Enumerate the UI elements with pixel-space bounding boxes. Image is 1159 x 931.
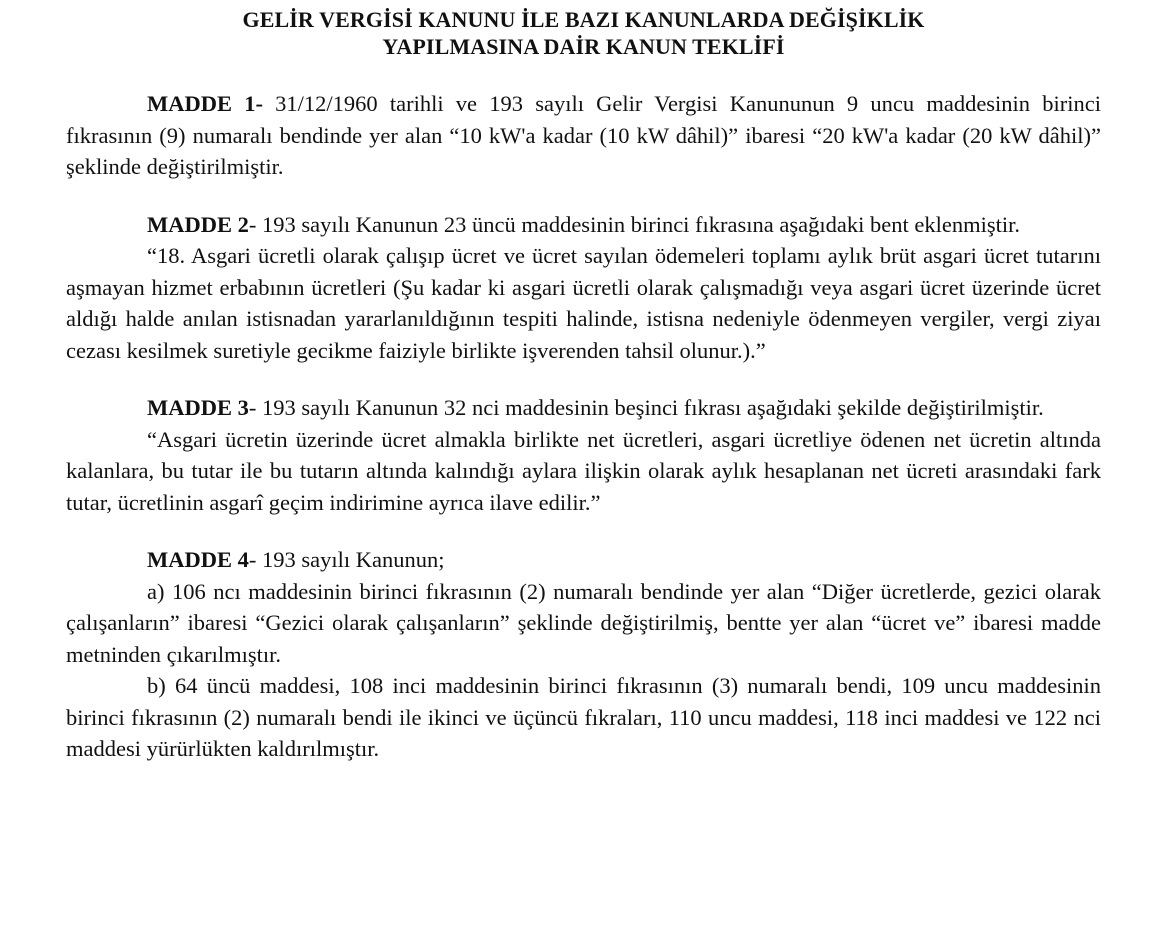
article-3-text: - 193 sayılı Kanunun 32 nci maddesinin beşinci fıkrası aşağıdaki şekilde değiştirilmiştir. [248,395,1044,420]
article-1-label: MADDE 1- [147,91,263,116]
article-4 [66,544,1101,765]
article-4-item-a: a) 106 ncı maddesinin birinci fıkrasının (2) numaralı bendinde yer alan “Diğer ücretlerde, gezici olarak çalışanların” ibaresi “Gezici olarak çalışanların” şeklinde değiştirilmiş, bentte yer alan “ücret ve” ibaresi madde metninden çıkarılmıştır. [66,578,1101,667]
article-4-label: MADDE 4 [147,547,249,572]
title-line-2: YAPILMASINA DAİR KANUN TEKLİFİ [382,34,785,59]
article-4-paragraph [66,544,1101,576]
article-2-paragraph [66,209,1101,241]
article-4-text: - 193 sayılı Kanunun; [248,547,445,572]
article-2-label: MADDE 2 [147,211,249,237]
article-2-text: - 193 sayılı Kanunun 23 üncü maddesinin birinci fıkrasına aşağıdaki bent eklenmiştir. [248,211,1020,237]
article-3-label: MADDE 3 [147,395,249,420]
article-4-item-b: b) 64 üncü maddesi, 108 inci maddesinin birinci fıkrasının (3) numaralı bendi, 109 uncu maddesinin birinci fıkrasının (2) numaralı bendi ile ikinci ve üçüncü fıkraları, 110 uncu maddesi, 118 inci maddesi ve 122 nci maddesi yürürlükten kaldırılmıştır. [66,673,1101,761]
article-1-paragraph [66,88,1101,183]
article-1 [66,88,1101,183]
title-line-1: GELİR VERGİSİ KANUNU İLE BAZI KANUNLARDA DEĞİŞİKLİK [242,7,925,32]
article-2-quote: “18. Asgari ücretli olarak çalışıp ücret ve ücret sayılan ödemeleri toplamı aylık brüt asgari ücret tutarını aşmayan hizmet erbabının ücretleri (Şu kadar ki asgari ücretli olarak çalışmadığı veya asgari ücret üzerinde ücret aldığı halde anılan istisnadan yararlanıldığının tespiti halinde, istisna nedeniyle ödenmeyen vergiler, vergi ziyaı cezası kesilmek suretiyle gecikme faiziyle birlikte işverenden tahsil olunur.).” [66,243,1101,363]
article-1-text: 31/12/1960 tarihli ve 193 sayılı Gelir Vergisi Kanununun 9 uncu maddesinin birinci fıkrasının (9) numaralı bendinde yer alan “10 kW'a kadar (10 kW dâhil)” ibaresi “20 kW'a kadar (20 kW dâhil)” şeklinde değiştirilmiştir. [66,91,1102,179]
article-3-quote: “Asgari ücretin üzerinde ücret almakla birlikte net ücretleri, asgari ücretliye ödenen net ücretin altında kalanlara, bu tutar ile bu tutarın altında kalındığı aylara ilişkin olarak aylık hesaplanan net ücreti arasındaki fark tutar, ücretlinin asgarî geçim indirimine ayrıca ilave edilir.” [66,426,1101,515]
article-3 [66,392,1101,518]
article-3-paragraph [66,392,1101,424]
document-title [66,6,1101,60]
article-2 [66,209,1101,367]
